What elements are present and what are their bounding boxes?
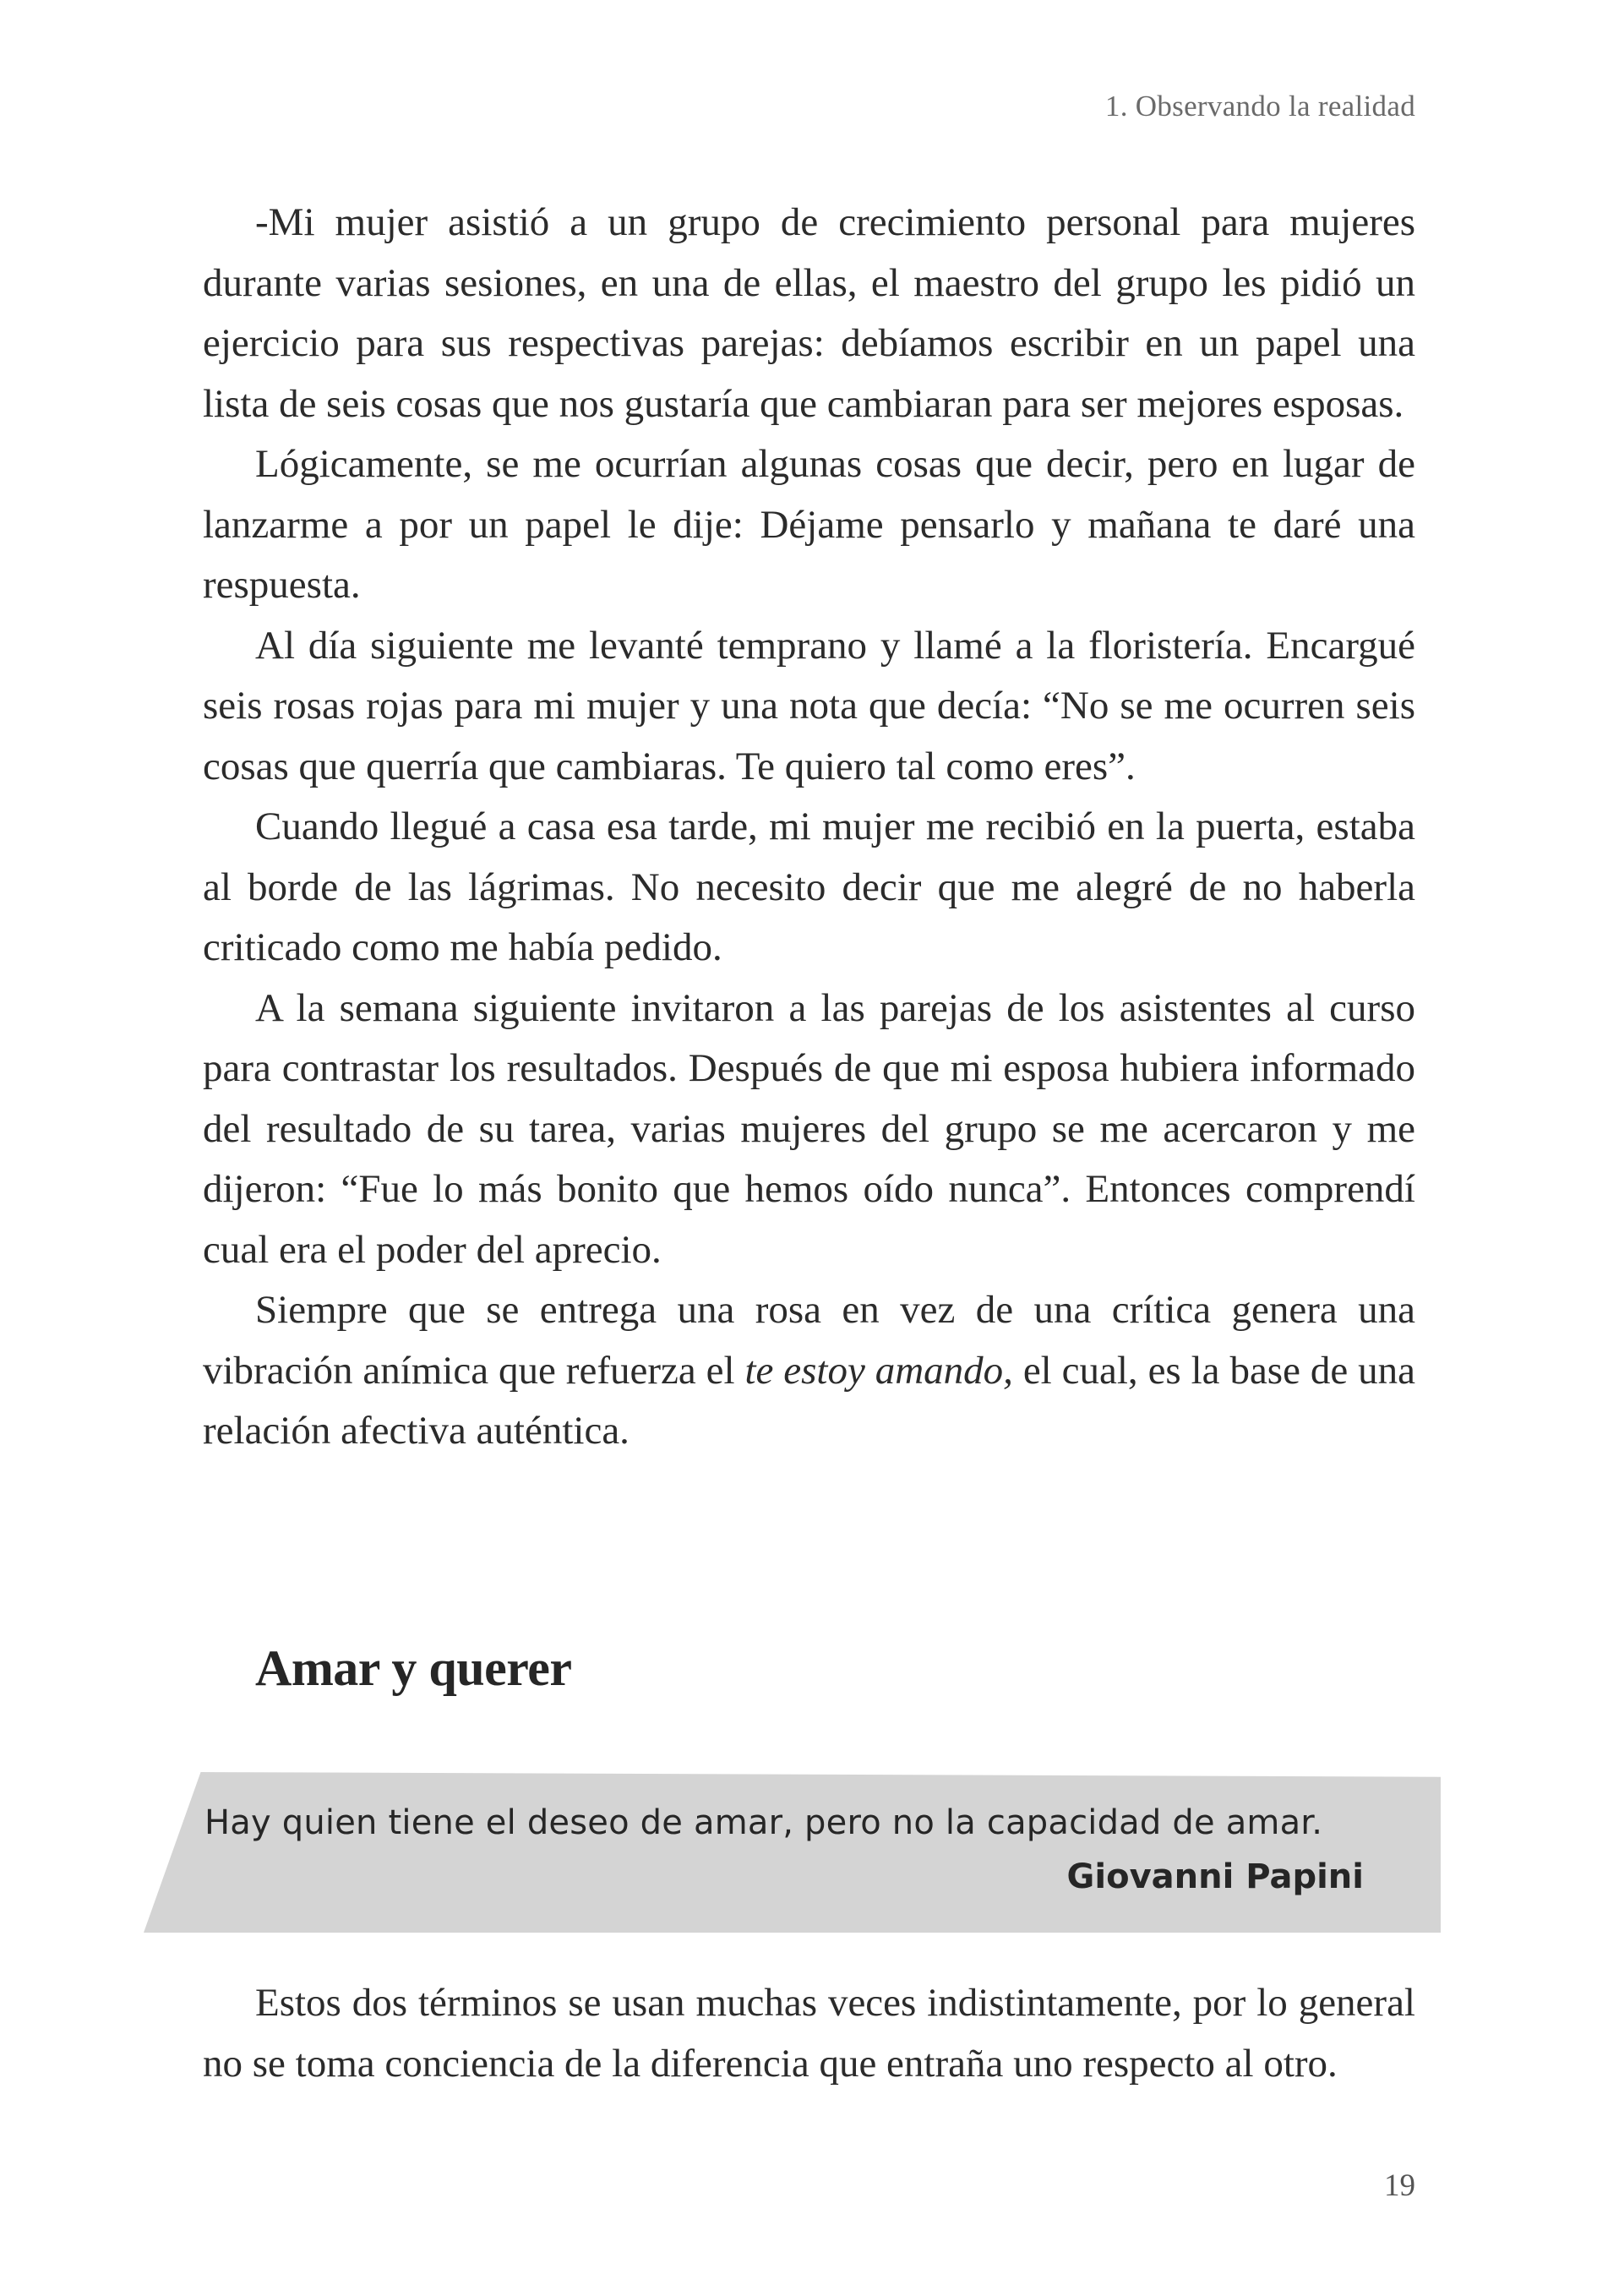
epigraph-box [144, 1772, 1441, 1933]
main-text [203, 193, 1415, 1462]
paragraph: Estos dos términos se usan muchas veces indistintamente, por lo general no se toma conciencia de la diferencia que entraña uno respecto al otro. [203, 1981, 1415, 2086]
paragraph-text: el cual, es la base de una relación afectiva auténtica. [203, 1348, 1415, 1453]
section-text [203, 1973, 1415, 2094]
page-number: 19 [1384, 2168, 1415, 2203]
epigraph-quote: Hay quien tiene el deseo de amar, pero no la capacidad de amar. [204, 1803, 1323, 1842]
epigraph-author: Giovanni Papini [1066, 1857, 1364, 1896]
emphasis-text: te estoy amando, [744, 1348, 1013, 1393]
paragraph: Cuando llegué a casa esa tarde, mi mujer me recibió en la puerta, estaba al borde de las lágrimas. No necesito decir que me alegré de no haberla criticado como me había pedido. [203, 804, 1415, 969]
paragraph: A la semana siguiente invitaron a las parejas de los asistentes al curso para contrastar los resultados. Después de que mi esposa hubiera informado del resultado de su tarea, varias mujeres del grupo se me acercaron y me dijeron: “Fue lo más bonito que hemos oído nunca”. Entonces comprendí cual era el poder del aprecio. [203, 985, 1415, 1272]
section-heading: Amar y querer [255, 1640, 572, 1696]
paragraph: -Mi mujer asistió a un grupo de crecimiento personal para mujeres durante varias sesiones, en una de ellas, el maestro del grupo les pidió un ejercicio para sus respectivas parejas: debíamos escribir en un papel una lista de seis cosas que nos gustaría que cambiaran para ser mejores esposas. [203, 200, 1415, 426]
paragraph [203, 1280, 1415, 1462]
paragraph-text: Siempre que se entrega una rosa en vez de una crítica genera una vibración anímica que refuerza el [203, 1288, 1415, 1393]
paragraph: Al día siguiente me levanté temprano y llamé a la floristería. Encargué seis rosas rojas para mi mujer y una nota que decía: “No se me ocurren seis cosas que querría que cambiaras. Te quiero tal como eres”. [203, 623, 1415, 788]
paragraph: Lógicamente, se me ocurrían algunas cosas que decir, pero en lugar de lanzarme a por un papel le dije: Déjame pensarlo y mañana te daré una respuesta. [203, 442, 1415, 607]
running-head: 1. Observando la realidad [1104, 90, 1415, 123]
